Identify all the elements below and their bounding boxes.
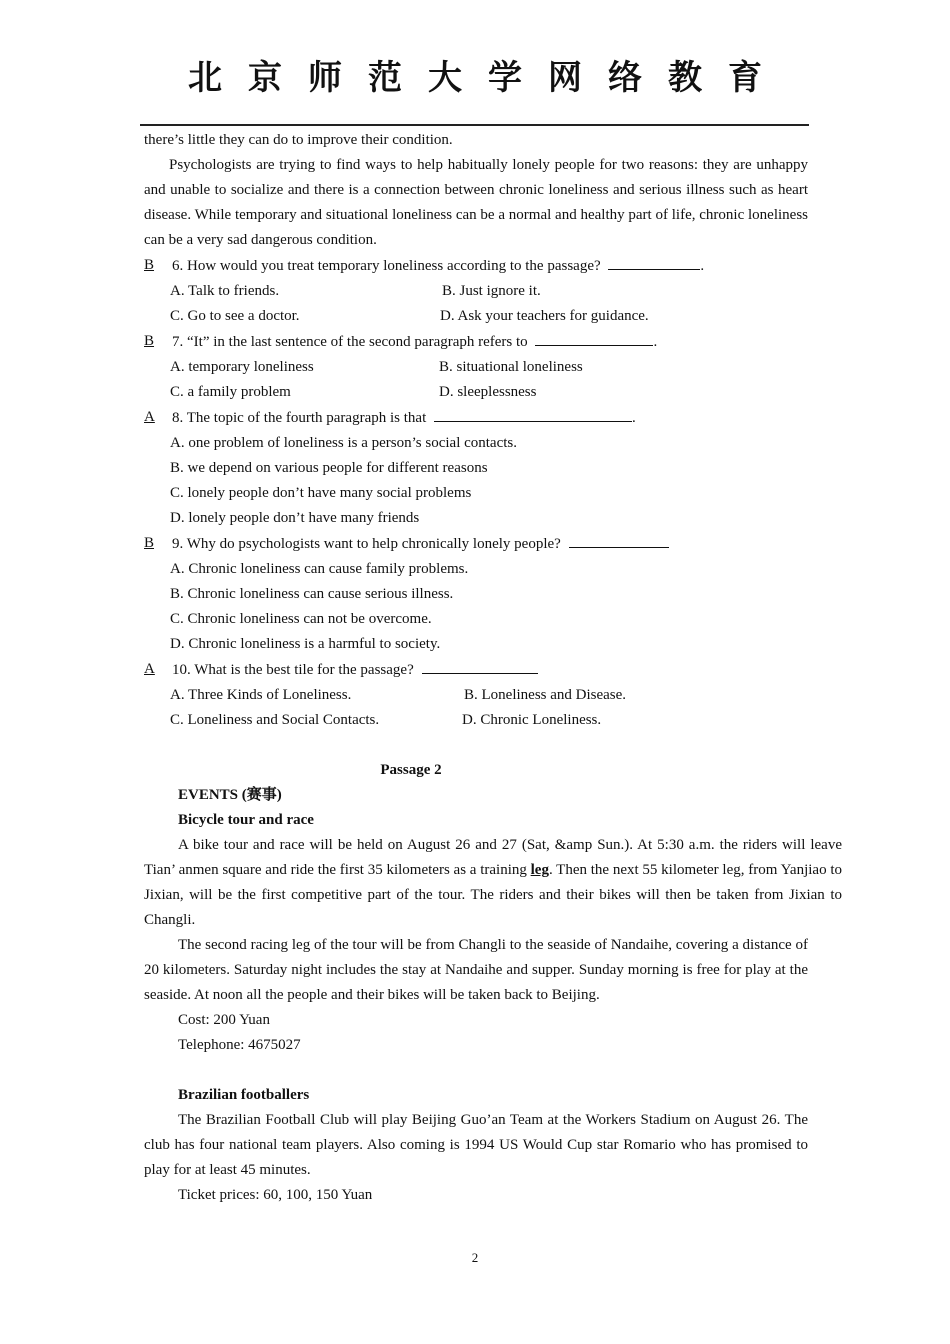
answer-10: A	[144, 661, 155, 677]
option-10b: B. Loneliness and Disease.	[464, 687, 627, 703]
option-9d: D. Chronic loneliness is a harmful to society.	[170, 636, 441, 652]
spacer	[144, 733, 808, 758]
option-6c: C. Go to see a doctor.	[170, 308, 300, 324]
option-8a: A. one problem of loneliness is a person’s social contacts.	[170, 435, 518, 451]
option-10d: D. Chronic Loneliness.	[462, 712, 602, 728]
bicycle-paragraph-2: The second racing leg of the tour will be from Changli to the seaside of Nandaihe, covering a distance of 20 kilometers. Saturday night includes the stay at Nandaihe and supper. Sunday morning is free for play at the seaside. At noon all the people and their bikes will be taken back to Beijing.	[144, 937, 808, 1003]
question-9-text: 9. Why do psychologists want to help chronically lonely people?	[172, 536, 561, 552]
question-6	[144, 253, 808, 279]
football-heading: Brazilian footballers	[178, 1087, 310, 1103]
spacer	[144, 1058, 808, 1083]
answer-blank	[535, 329, 653, 346]
question-9	[144, 531, 808, 557]
header-rule	[140, 124, 809, 126]
answer-8: A	[144, 409, 155, 425]
option-10c: C. Loneliness and Social Contacts.	[170, 712, 380, 728]
question-6-text: 6. How would you treat temporary loneliness according to the passage?	[172, 258, 601, 274]
answer-blank	[608, 253, 700, 270]
question-8	[144, 405, 808, 431]
ticket-prices-line: Ticket prices: 60, 100, 150 Yuan	[178, 1187, 373, 1203]
bicycle-heading: Bicycle tour and race	[178, 812, 314, 828]
option-6a: A. Talk to friends.	[170, 283, 280, 299]
question-8-text: 8. The topic of the fourth paragraph is that	[172, 410, 427, 426]
option-8c: C. lonely people don’t have many social problems	[170, 485, 472, 501]
question-7-text: 7. “It” in the last sentence of the second paragraph refers to	[172, 334, 528, 350]
page-number: 2	[471, 1250, 479, 1265]
answer-6: B	[144, 257, 155, 273]
passage-2-title: Passage 2	[380, 762, 442, 778]
options-6-row-1	[144, 279, 808, 304]
answer-7: B	[144, 333, 155, 349]
question-10-text: 10. What is the best tile for the passage?	[172, 662, 414, 678]
answer-blank	[434, 405, 632, 422]
page-content	[144, 128, 842, 1208]
cost-line: Cost: 200 Yuan	[178, 1012, 270, 1028]
option-6d: D. Ask your teachers for guidance.	[440, 308, 649, 324]
options-7-row-2	[144, 380, 808, 405]
events-heading: EVENTS (赛事)	[178, 787, 282, 803]
answer-blank	[422, 657, 538, 674]
option-8d: D. lonely people don’t have many friends	[170, 510, 420, 526]
options-10-row-1	[144, 683, 808, 708]
options-7-row-1	[144, 355, 808, 380]
question-10	[144, 657, 808, 683]
option-10a: A. Three Kinds of Loneliness.	[170, 687, 352, 703]
football-paragraph: The Brazilian Football Club will play Beijing Guo’an Team at the Workers Stadium on August 26. The club has four national team players. Also coming is 1994 US Would Cup star Romario who has promised to play for at least 45 minutes.	[144, 1112, 808, 1178]
bicycle-p1-part1: A bike tour and race will be held on August 26 and 27 (Sat, &amp Sun.). At 5:30 a.m. the riders will leave Tian’ anmen square and ride the first 35 kilometers as a training	[144, 837, 842, 878]
option-7b: B. situational loneliness	[439, 359, 583, 375]
question-7	[144, 329, 808, 355]
page-header-title: 北京师范大学网络教育	[188, 58, 788, 98]
question-7-tail: .	[653, 334, 658, 350]
question-6-tail: .	[700, 258, 705, 274]
options-6-row-2	[144, 304, 808, 329]
options-10-row-2	[144, 708, 808, 733]
option-9a: A. Chronic loneliness can cause family problems.	[170, 561, 469, 577]
continued-line: there’s little they can do to improve their condition.	[144, 132, 453, 148]
option-7c: C. a family problem	[170, 384, 291, 400]
question-8-tail: .	[631, 410, 636, 426]
option-9c: C. Chronic loneliness can not be overcome.	[170, 611, 432, 627]
keyword-leg: leg	[530, 862, 549, 878]
answer-9: B	[144, 535, 155, 551]
bicycle-paragraph-1	[144, 833, 842, 933]
telephone-line: Telephone: 4675027	[178, 1037, 301, 1053]
option-8b: B. we depend on various people for different reasons	[170, 460, 488, 476]
option-7a: A. temporary loneliness	[170, 359, 314, 375]
option-7d: D. sleeplessness	[439, 384, 537, 400]
answer-blank	[569, 531, 669, 548]
paragraph-psychologists: Psychologists are trying to find ways to help habitually lonely people for two reasons: they are unhappy and unable to socialize and there is a connection between chronic loneliness and serious illness such as heart disease. While temporary and situational loneliness can be a normal and healthy part of life, chronic loneliness can be a very sad dangerous condition.	[144, 157, 808, 248]
option-9b: B. Chronic loneliness can cause serious illness.	[170, 586, 454, 602]
bicycle-p1-part2: . Then the next 55 kilometer leg, from Yanjiao to Jixian, will be the first competitive part of the tour. The riders and their bikes will then be taken from Jixian to Changli.	[144, 862, 842, 928]
option-6b: B. Just ignore it.	[442, 283, 541, 299]
